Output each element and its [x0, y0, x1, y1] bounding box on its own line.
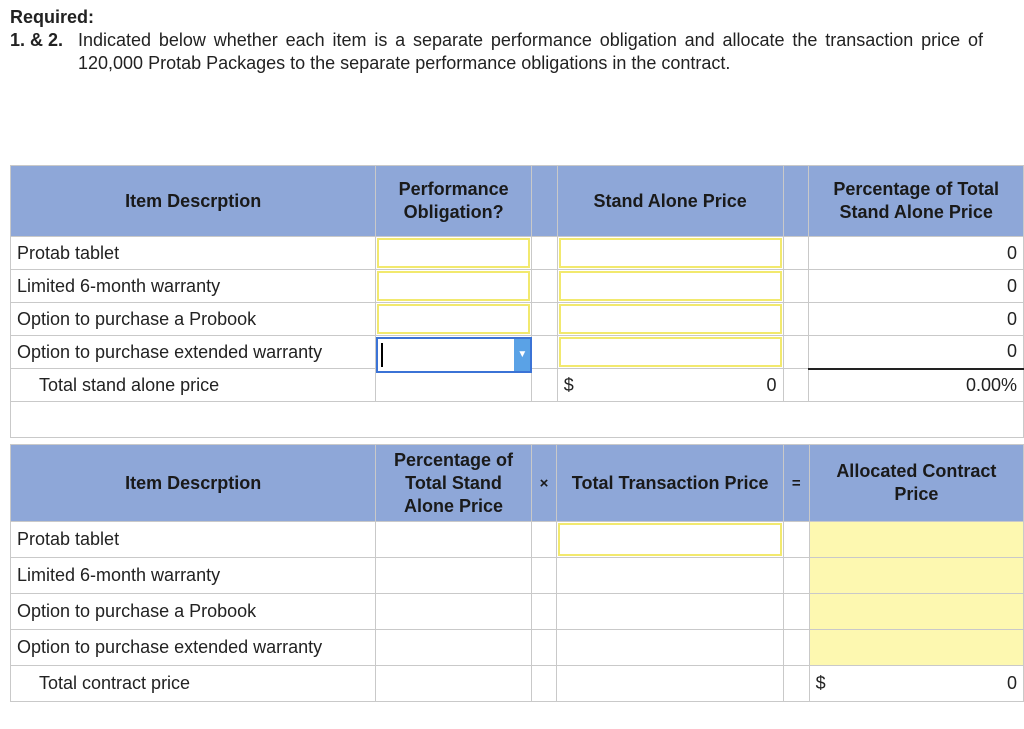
transaction-price-cell	[557, 630, 783, 666]
total-row	[11, 369, 1024, 402]
total-stand-alone-price	[557, 369, 783, 402]
header-total-transaction-price: Total Transaction Price	[557, 445, 783, 522]
table-row	[11, 270, 1024, 303]
header-stand-alone-price: Stand Alone Price	[557, 166, 783, 237]
total-row	[11, 666, 1024, 702]
equals-operator: =	[783, 445, 809, 522]
allocated-price-input[interactable]	[809, 630, 1023, 666]
required-heading: Required:	[10, 7, 95, 27]
table-row	[11, 237, 1024, 270]
row-label: Option to purchase a Probook	[11, 303, 376, 336]
header-spacer	[531, 166, 557, 237]
percentage-value: 0	[809, 303, 1024, 336]
header-percentage-total: Percentage of Total Stand Alone Price	[376, 445, 531, 522]
table-row	[11, 558, 1024, 594]
stand-alone-price-input[interactable]	[557, 303, 783, 336]
requirement-text: Indicated below whether each item is a separate performance obligation and allocate the transaction price of 120,000 Protab Packages to the separate performance obligations in the contract.	[78, 30, 983, 73]
total-percentage: 0.00%	[809, 369, 1024, 402]
row-label: Protab tablet	[11, 522, 376, 558]
header-allocated-contract-price: Allocated Contract Price	[809, 445, 1023, 522]
allocated-price-input[interactable]	[809, 558, 1023, 594]
transaction-price-cell	[557, 558, 783, 594]
obligation-dropdown[interactable]	[376, 336, 532, 369]
stand-alone-price-input[interactable]	[557, 336, 783, 369]
header-spacer	[783, 166, 809, 237]
spacer-row	[11, 402, 1024, 438]
header-percentage-total: Percentage of Total Stand Alone Price	[809, 166, 1024, 237]
percentage-cell	[376, 558, 531, 594]
total-label: Total contract price	[11, 666, 376, 702]
stand-alone-price-input[interactable]	[557, 237, 783, 270]
allocated-price-input[interactable]	[809, 522, 1023, 558]
requirements	[10, 6, 1000, 75]
obligation-input[interactable]	[376, 270, 532, 303]
allocated-price-input[interactable]	[809, 594, 1023, 630]
header-item-description: Item Descrption	[11, 445, 376, 522]
standalone-price-table	[10, 165, 1024, 438]
header-item-description: Item Descrption	[11, 166, 376, 237]
percentage-value: 0	[809, 336, 1024, 369]
obligation-input[interactable]	[376, 237, 532, 270]
currency-symbol: $	[815, 673, 826, 693]
table-row	[11, 336, 1024, 369]
text-cursor	[381, 343, 383, 367]
total-contract-value: 0	[1006, 673, 1017, 693]
percentage-cell	[376, 522, 531, 558]
row-label: Option to purchase extended warranty	[11, 630, 376, 666]
percentage-cell	[376, 594, 531, 630]
obligation-input[interactable]	[376, 303, 532, 336]
percentage-value: 0	[809, 270, 1024, 303]
table-row	[11, 522, 1024, 558]
chevron-down-icon[interactable]: ▼	[514, 339, 530, 371]
total-label: Total stand alone price	[11, 369, 376, 402]
row-label: Option to purchase extended warranty	[11, 336, 376, 369]
table-row	[11, 594, 1024, 630]
percentage-cell	[376, 630, 531, 666]
percentage-value: 0	[809, 237, 1024, 270]
table-row	[11, 630, 1024, 666]
currency-symbol: $	[563, 374, 574, 395]
table-row	[11, 303, 1024, 336]
transaction-price-input[interactable]	[557, 522, 783, 558]
requirement-number: 1. & 2.	[10, 30, 64, 50]
obligation-select[interactable]	[376, 337, 532, 373]
multiply-operator: ×	[531, 445, 557, 522]
stand-alone-price-input[interactable]	[557, 270, 783, 303]
row-label: Option to purchase a Probook	[11, 594, 376, 630]
requirement-item	[10, 29, 1000, 75]
row-label: Protab tablet	[11, 237, 376, 270]
row-label: Limited 6-month warranty	[11, 558, 376, 594]
transaction-price-cell	[557, 594, 783, 630]
total-stand-alone-value: 0	[766, 374, 777, 395]
total-contract-price	[809, 666, 1023, 702]
allocation-table	[10, 444, 1024, 702]
header-performance-obligation: Performance Obligation?	[376, 166, 532, 237]
row-label: Limited 6-month warranty	[11, 270, 376, 303]
